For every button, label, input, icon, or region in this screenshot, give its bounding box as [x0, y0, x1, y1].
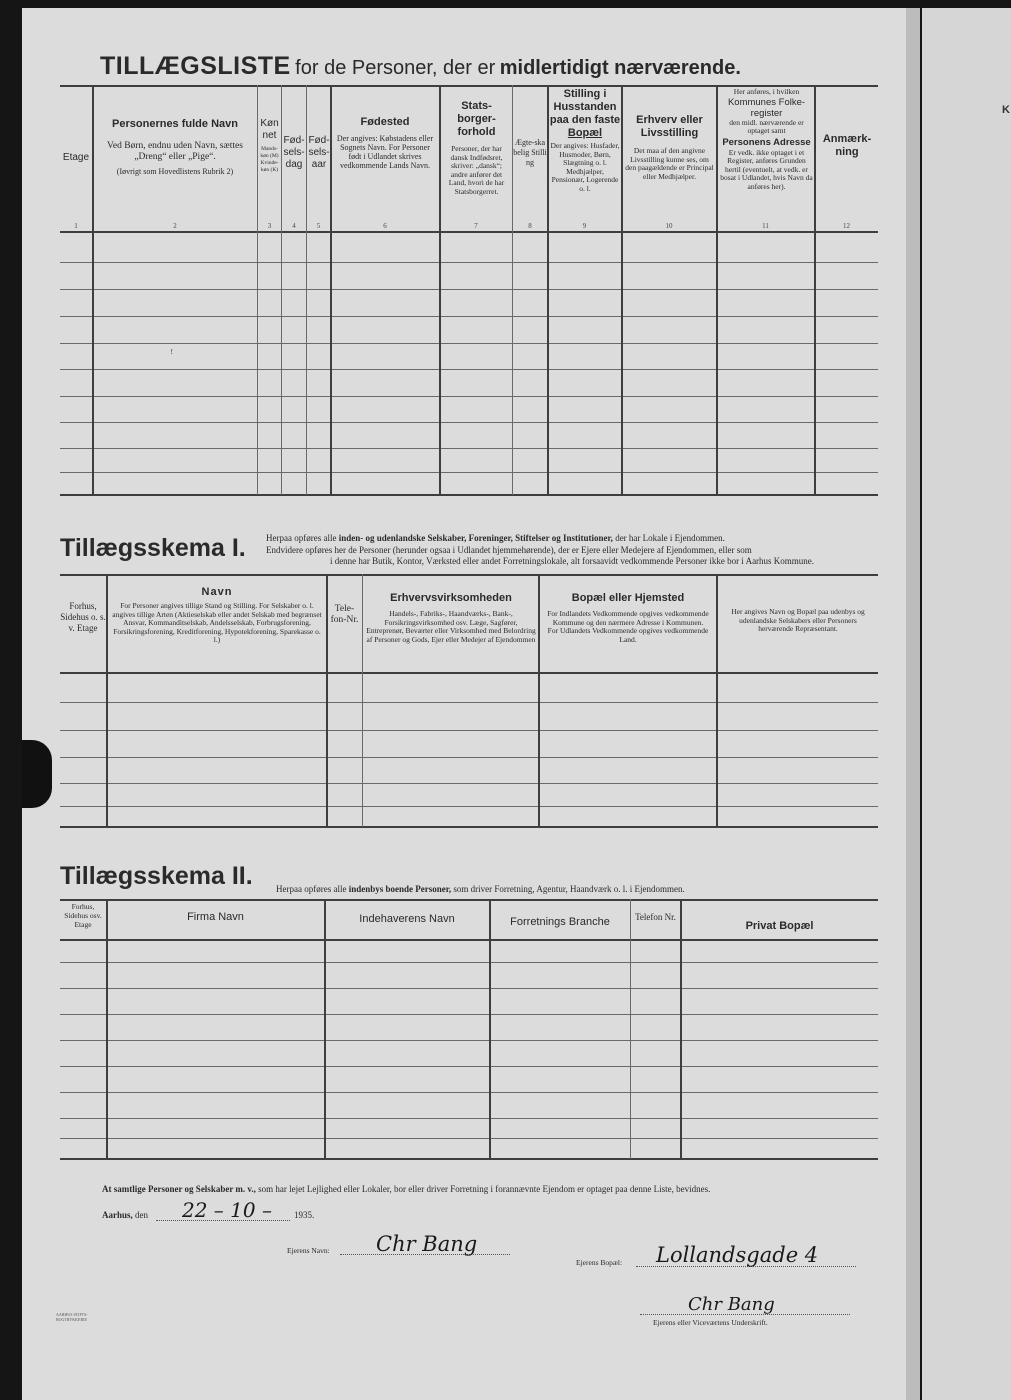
col-divider — [106, 899, 108, 1159]
skema1-desc-1a: Herpaa opføres alle — [266, 533, 339, 543]
page-edge — [906, 8, 920, 1400]
row-line — [60, 962, 878, 963]
col-number: 4 — [292, 222, 296, 230]
col-number: 7 — [474, 222, 478, 230]
col-erhverv-title: Erhverv eller Livsstilling — [636, 114, 703, 139]
col-number: 5 — [316, 222, 321, 230]
col-kommune-desc: Er vedk. ikke optaget i et Register, anføres Grunden hertil (eventuelt, at vedk. er bosat i Udlandet, hvis Navn da anføres her). — [720, 147, 813, 191]
stray-mark: ꜝ — [170, 350, 174, 361]
row-line — [60, 783, 878, 784]
col-navn-note: (Iøvrigt som Hovedlistens Rubrik 2) — [116, 167, 234, 176]
row-line — [60, 369, 878, 370]
skema2-col-etage: Forhus, Sidehus osv. Etage — [64, 902, 102, 929]
skema2-description — [276, 884, 685, 894]
col-divider — [630, 899, 631, 1159]
col-etage: Etage — [62, 152, 90, 163]
col-foedested-title: Fødested — [360, 116, 410, 128]
table2-header-border — [60, 672, 878, 674]
col-navn-desc: Ved Børn, endnu uden Navn, sættes „Dreng“ eller „Pige“. — [107, 141, 243, 162]
skema2-col-bopael: Privat Bopæl — [745, 920, 814, 932]
col-foedested — [334, 116, 436, 170]
col-stats-title: Stats-borger-forhold — [457, 100, 496, 138]
skema1-col-erhverv — [366, 592, 536, 644]
col-stats-desc: Personer, der har dansk Indfødsret, skriver: „dansk“; andre anfører det Land, hvori de har Statsborgerret. — [448, 144, 505, 196]
attest-bold: At samtlige Personer og Selskaber m. v., — [102, 1184, 256, 1194]
row-line — [60, 1138, 878, 1139]
col-divider — [92, 85, 94, 495]
col-number: 10 — [665, 222, 673, 230]
row-line — [60, 448, 878, 449]
skema2-desc-b: indenbys boende Personer, — [348, 884, 452, 894]
col-divider — [489, 899, 491, 1159]
table1-header-border — [60, 231, 878, 233]
col-divider — [680, 899, 682, 1159]
col-divider — [439, 85, 441, 495]
row-line — [60, 1014, 878, 1015]
skema1-col-bopael-desc2: For Udlandets Vedkommende opgives vedkommende Land. — [547, 626, 709, 644]
col-erhverv — [625, 114, 714, 181]
row-line — [60, 1092, 878, 1093]
skema1-col-repraesentant — [722, 608, 874, 634]
col-stilling-bopael: Bopæl — [567, 127, 603, 139]
table2-bottom-border — [60, 826, 878, 828]
table1-bottom-border — [60, 494, 878, 496]
signature-underline — [640, 1314, 850, 1315]
col-number: 1 — [74, 222, 78, 230]
col-number: 9 — [582, 222, 587, 230]
table3-top-border — [60, 899, 878, 901]
row-line — [60, 262, 878, 263]
row-line — [60, 702, 878, 703]
skema1-col-repr-desc: Her angives Navn og Bopæl paa udenbys og udenlandske Selskabers eller Personers herværende Repræsentant. — [731, 607, 865, 633]
row-line — [60, 988, 878, 989]
attest-rest: som har lejet Lejlighed eller Lokaler, bor eller driver Forretning i forannævnte Ejendom er optaget paa denne Liste, bevidnes. — [255, 1184, 711, 1194]
signature-handwritten: Chr Bang — [688, 1294, 775, 1315]
year-label: 1935. — [294, 1210, 315, 1220]
col-number: 11 — [762, 222, 769, 230]
col-divider — [362, 574, 363, 827]
row-line — [60, 806, 878, 807]
skema2-col-telefon: Telefon Nr. — [635, 912, 676, 922]
skema1-col-erhverv-desc: Handels-, Fabriks-, Haandværks-, Bank-, Forsikringsvirksomhed osv. Læge, Sagfører, Entreprenør, Beværter eller Virksomhed med Belordring af Personer og Gods, Ejer eller Medejer af Ejendommen — [366, 609, 536, 644]
col-divider — [106, 574, 108, 827]
row-line — [60, 289, 878, 290]
signature-label: Ejerens eller Viceværtens Underskrift. — [653, 1318, 768, 1327]
col-kommune-mid: den midl. nærværende er optaget samt — [729, 117, 804, 135]
col-navn-title: Personernes fulde Navn — [112, 118, 238, 130]
col-koen-title: Kønnet — [260, 118, 279, 141]
col-divider — [716, 85, 718, 495]
owner-address-handwritten: Lollandsgade 4 — [656, 1243, 819, 1267]
row-line — [60, 730, 878, 731]
row-line — [60, 316, 878, 317]
skema1-desc-3: i denne har Butik, Kontor, Værksted eller andet Forretningslokale, alt forsaavidt vedkommende Personer ikke bor i Aarhus Kommune. — [329, 556, 815, 566]
col-kommune-adresse: Personens Adresse — [722, 136, 811, 148]
row-line — [60, 472, 878, 473]
skema1-desc-1c: der har Lokale i Ejendommen. — [612, 533, 725, 543]
col-navn — [96, 118, 254, 176]
col-stilling-title: Stilling i Husstanden paa den faste — [549, 88, 621, 126]
row-line — [60, 757, 878, 758]
col-anmaerkning: Anmærk-ning — [822, 133, 872, 158]
col-divider — [324, 899, 326, 1159]
title-end: midlertidigt nærværende. — [499, 57, 741, 79]
col-divider — [538, 574, 540, 827]
skema2-col-indehaver: Indehaverens Navn — [359, 913, 455, 925]
row-line — [60, 343, 878, 344]
table3-bottom-border — [60, 1158, 878, 1160]
attestation-text — [102, 1183, 878, 1195]
skema1-col-navn-title: Navn — [201, 586, 233, 598]
col-stilling-desc: Der angives: Husfader, Husmoder, Børn, Slægtning o. l. Medhjælper, Pensionær, Logerende o. l. — [550, 141, 620, 193]
skema2-title: Tillægsskema II. — [60, 862, 253, 890]
skema1-col-navn — [110, 586, 324, 645]
col-kommune-title: Kommunes Folke-register — [727, 96, 806, 119]
col-erhverv-desc: Det maa af den angivne Livsstilling kunne ses, om den paagældende er Principal eller Medhjælper. — [625, 146, 714, 181]
place-label: Aarhus, — [102, 1210, 133, 1220]
skema1-col-telefon: Tele-fon-Nr. — [330, 604, 359, 625]
col-koen-desc: Mands-køn (M) Kvinde-køn (K) — [260, 146, 279, 173]
table2-top-border — [60, 574, 878, 576]
printer-mark: AARHUS STIFTS-BOGTRYKKERIE — [56, 1312, 88, 1322]
skema1-description — [266, 533, 878, 568]
row-line — [60, 1066, 878, 1067]
skema1-col-navn-desc: For Personer angives tillige Stand og Stilling. For Selskaber o. l. angives tillige Arten (Aktieselskab eller andet Selskab med begrænset Ansvar, Kommanditselskab, Andelsselskab, Forbrugsforening, Forsikringsforening, Kreditforening, Hypotekforening, Sparekasse o. l.) — [112, 601, 322, 644]
col-statsborger — [442, 100, 511, 196]
skema1-col-erhverv-title: Erhvervsvirksomheden — [390, 592, 512, 604]
skema2-desc-a: Herpaa opføres alle — [276, 884, 349, 894]
owner-name-handwritten: Chr Bang — [376, 1232, 478, 1256]
skema1-col-bopael-desc1: For Indlandets Vedkommende opgives vedkommende Kommune og den nærmere Adresse i Kommunen. — [547, 609, 709, 627]
title-bold: TILLÆGSLISTE — [100, 52, 291, 80]
skema1-col-bopael — [542, 592, 714, 644]
skema2-col-branche: Forretnings Branche — [510, 916, 610, 928]
date-handwritten: 22 – 10 – — [182, 1198, 272, 1222]
date-line — [102, 1210, 148, 1220]
skema1-col-bopael-title: Bopæl eller Hjemsted — [571, 592, 685, 604]
col-divider — [621, 85, 623, 495]
col-aegteskabelig: Ægte-skabelig Stilling — [513, 138, 547, 167]
owner-address-label: Ejerens Bopæl: — [576, 1258, 623, 1267]
col-divider — [716, 574, 718, 827]
skema2-desc-c: som driver Forretning, Agentur, Haandværk o. l. i Ejendommen. — [451, 884, 685, 894]
col-number: 12 — [843, 222, 850, 230]
col-number: 3 — [267, 222, 272, 230]
skema1-desc-2: Endvidere opføres her de Personer (herunder ogsaa i Udlandet hjemmehørende), der er Ejere eller Medejere af Ejendommen, eller som — [266, 544, 752, 555]
skema1-col-etage: Forhus, Sidehus o. s. v. Etage — [60, 601, 106, 633]
col-stilling — [549, 88, 621, 193]
row-line — [60, 396, 878, 397]
col-foedselsaar: Fød-sels-aar — [308, 135, 330, 170]
title-mid: for de Personer, der er — [295, 57, 496, 79]
col-koen — [258, 118, 281, 174]
row-line — [60, 422, 878, 423]
den-label: den — [135, 1210, 149, 1220]
col-number: 6 — [383, 222, 387, 230]
next-page-letter: K — [1002, 104, 1010, 116]
skema1-desc-1b: inden- og udenlandske Selskaber, Foreninger, Stiftelser og Institutioner, — [338, 533, 613, 543]
col-number: 2 — [173, 222, 177, 230]
owner-name-label: Ejerens Navn: — [287, 1246, 330, 1255]
col-foedested-desc: Der angives: Købstadens eller Sognets Navn. For Personer født i Udlandet skrives vedkommende Lands Navn. — [336, 134, 434, 170]
row-line — [60, 1118, 878, 1119]
row-line — [60, 1040, 878, 1041]
skema2-col-firma: Firma Navn — [187, 911, 244, 923]
col-kommune — [719, 88, 814, 191]
binder-clip — [22, 740, 52, 808]
next-page-edge — [922, 8, 1011, 1400]
skema1-title: Tillægsskema I. — [60, 534, 246, 562]
col-foedselsdag: Fød-sels-dag — [283, 135, 305, 170]
tillaegsliste-title — [100, 52, 741, 81]
col-number: 8 — [528, 222, 532, 230]
col-kommune-top: Her anføres, i hvilken — [733, 87, 800, 96]
table3-header-border — [60, 939, 878, 941]
